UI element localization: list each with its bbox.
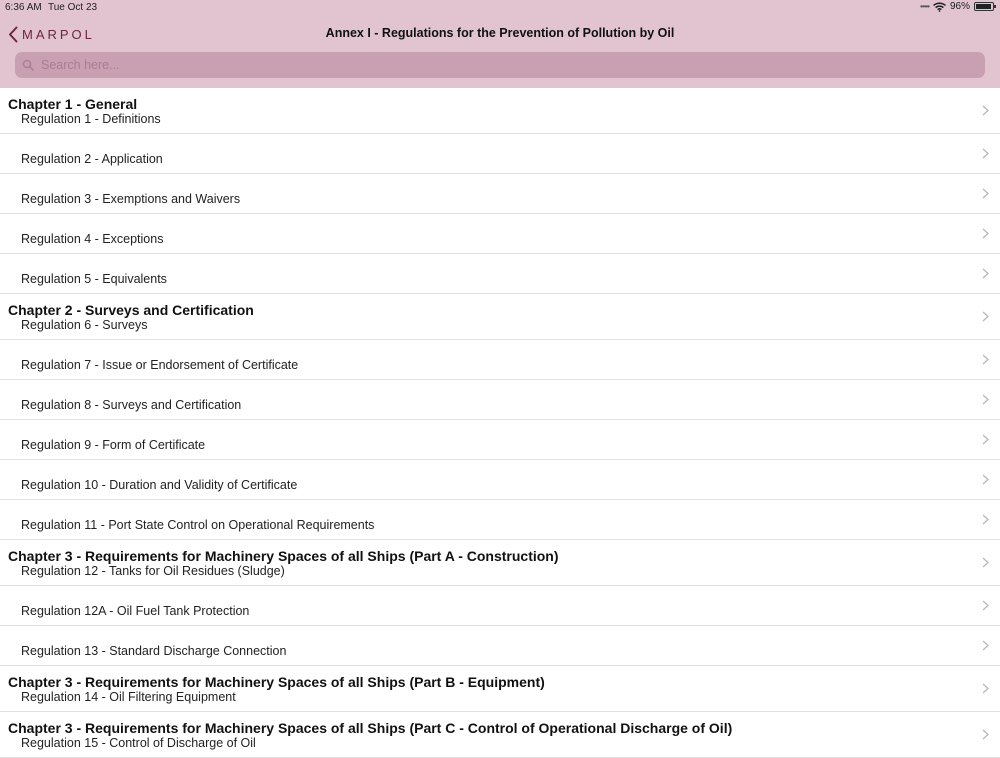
header xyxy=(0,0,1000,88)
list-item[interactable] xyxy=(0,294,1000,340)
chevron-right-icon xyxy=(982,640,989,651)
regulation-label: Regulation 14 - Oil Filtering Equipment xyxy=(21,690,236,704)
regulation-label: Regulation 2 - Application xyxy=(21,152,163,166)
page-title: Annex I - Regulations for the Prevention of Pollution by Oil xyxy=(325,26,675,40)
regulation-label: Regulation 11 - Port State Control on Operational Requirements xyxy=(21,518,375,532)
list-item[interactable] xyxy=(0,134,1000,174)
cellular-signal-icon: ••••• xyxy=(919,2,929,11)
regulation-label: Regulation 13 - Standard Discharge Connection xyxy=(21,644,287,658)
regulation-label: Regulation 6 - Surveys xyxy=(21,318,148,332)
list-item[interactable] xyxy=(0,626,1000,666)
list-item[interactable] xyxy=(0,174,1000,214)
regulation-label: Regulation 8 - Surveys and Certification xyxy=(21,398,242,412)
regulation-label: Regulation 3 - Exemptions and Waivers xyxy=(21,192,241,206)
chapter-title: Chapter 3 - Requirements for Machinery Spaces of all Ships (Part A - Construction) xyxy=(8,548,559,564)
list-item[interactable] xyxy=(0,586,1000,626)
status-bar xyxy=(0,0,1000,16)
chevron-right-icon xyxy=(982,600,989,611)
chapter-title: Chapter 3 - Requirements for Machinery Spaces of all Ships (Part C - Control of Operational Discharge of Oil) xyxy=(8,720,733,736)
chevron-right-icon xyxy=(982,683,989,694)
chevron-right-icon xyxy=(982,311,989,322)
chapter-title: Chapter 3 - Requirements for Machinery Spaces of all Ships (Part B - Equipment) xyxy=(8,674,545,690)
list-item[interactable] xyxy=(0,460,1000,500)
list-item[interactable] xyxy=(0,214,1000,254)
regulation-label: Regulation 5 - Equivalents xyxy=(21,272,167,286)
regulation-label: Regulation 12A - Oil Fuel Tank Protection xyxy=(21,604,250,618)
list-item[interactable] xyxy=(0,380,1000,420)
regulation-label: Regulation 1 - Definitions xyxy=(21,112,161,126)
chevron-right-icon xyxy=(982,729,989,740)
chapter-title: Chapter 1 - General xyxy=(8,96,138,112)
back-label: MARPOL xyxy=(22,26,95,42)
list-item[interactable] xyxy=(0,420,1000,460)
navigation-bar xyxy=(0,22,1000,46)
chevron-right-icon xyxy=(982,557,989,568)
list-item[interactable] xyxy=(0,540,1000,586)
wifi-icon xyxy=(933,2,946,12)
regulation-label: Regulation 12 - Tanks for Oil Residues (Sludge) xyxy=(21,564,285,578)
chevron-right-icon xyxy=(982,514,989,525)
regulation-label: Regulation 9 - Form of Certificate xyxy=(21,438,206,452)
chevron-right-icon xyxy=(982,105,989,116)
chapter-title: Chapter 2 - Surveys and Certification xyxy=(8,302,254,318)
chevron-right-icon xyxy=(982,394,989,405)
list-item[interactable] xyxy=(0,712,1000,758)
search-bar[interactable] xyxy=(15,52,985,78)
regulation-label: Regulation 10 - Duration and Validity of Certificate xyxy=(21,478,298,492)
chevron-right-icon xyxy=(982,228,989,239)
chevron-right-icon xyxy=(982,268,989,279)
battery-percent: 96% xyxy=(949,1,970,12)
search-icon xyxy=(22,59,34,71)
chevron-right-icon xyxy=(982,434,989,445)
regulation-label: Regulation 7 - Issue or Endorsement of Certificate xyxy=(21,358,299,372)
status-time: 6:36 AM xyxy=(5,2,42,13)
status-date: Tue Oct 23 xyxy=(48,2,98,13)
regulation-label: Regulation 15 - Control of Discharge of Oil xyxy=(21,736,256,750)
chevron-right-icon xyxy=(982,474,989,485)
chevron-right-icon xyxy=(982,354,989,365)
regulation-label: Regulation 4 - Exceptions xyxy=(21,232,164,246)
list-item[interactable] xyxy=(0,340,1000,380)
search-input[interactable] xyxy=(39,57,963,73)
list-item[interactable] xyxy=(0,254,1000,294)
chevron-right-icon xyxy=(982,148,989,159)
chevron-right-icon xyxy=(982,188,989,199)
regulation-list xyxy=(0,88,1000,758)
list-item[interactable] xyxy=(0,88,1000,134)
list-item[interactable] xyxy=(0,666,1000,712)
status-right xyxy=(920,1,994,12)
list-item[interactable] xyxy=(0,500,1000,540)
battery-fill xyxy=(976,4,991,9)
battery-icon xyxy=(974,2,994,11)
